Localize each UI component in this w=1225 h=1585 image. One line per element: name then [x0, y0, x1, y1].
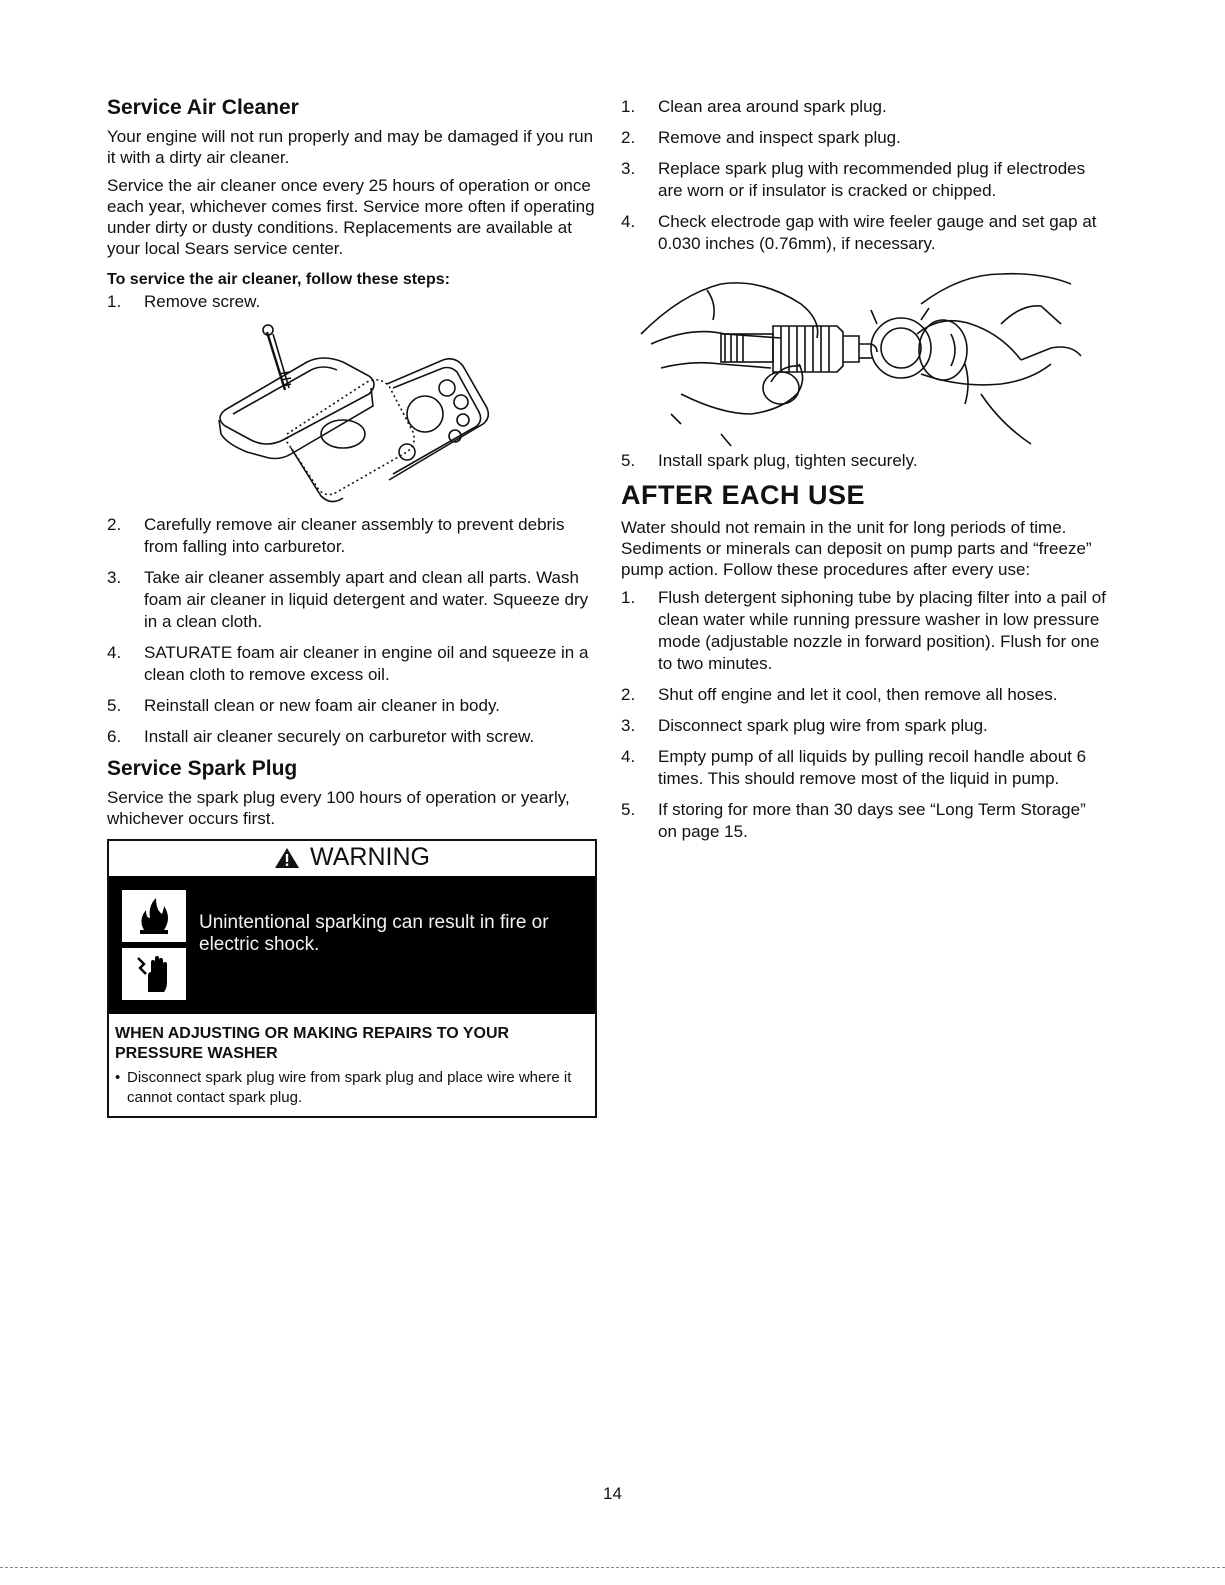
air-cleaner-steps-heading: To service the air cleaner, follow these steps: [107, 271, 450, 289]
electric-shock-icon [122, 948, 186, 1000]
air-cleaner-step-list-first [107, 291, 597, 313]
right-column [621, 96, 1106, 852]
spark-plug-schedule: Service the spark plug every 100 hours of operation or yearly, whichever occurs first. [107, 788, 570, 829]
spark-plug-step-list-final [621, 450, 1106, 472]
air-cleaner-illustration [107, 322, 597, 514]
list-item: 2. Shut off engine and let it cool, then remove all hoses. [621, 684, 1058, 704]
air-cleaner-intro: Your engine will not run properly and may be damaged if you run it with a dirty air cleaner. [107, 127, 594, 168]
after-each-use-step-list [621, 587, 1106, 843]
left-column [107, 96, 597, 1118]
list-item: 1. Clean area around spark plug. [621, 97, 887, 116]
spark-plug-gap-illustration [621, 264, 1106, 450]
hazard-icons [109, 876, 199, 1014]
air-cleaner-schedule: Service the air cleaner once every 25 hours of operation or once each year, whichever comes first. Service more often if operating under dirty or dusty conditions. Replacements are available at your local Sears service center. [107, 176, 595, 259]
warning-message: Unintentional sparking can result in fire or electric shock. [199, 912, 549, 956]
warning-title: WARNING [310, 843, 430, 872]
service-air-cleaner-heading: Service Air Cleaner [107, 96, 299, 119]
list-item: 3. Take air cleaner assembly apart and clean all parts. Wash foam air cleaner in liquid detergent and water. Squeeze dry in a clean cloth. [107, 568, 589, 632]
service-spark-plug-heading: Service Spark Plug [107, 757, 298, 781]
list-item: 3. Replace spark plug with recommended plug if electrodes are worn or if insulator is cracked or chipped. [621, 159, 1086, 200]
warning-triangle-icon [274, 847, 300, 869]
warning-caption: WHEN ADJUSTING OR MAKING REPAIRS TO YOUR PRESSURE WASHER [115, 1025, 510, 1063]
warning-hazard-panel [109, 876, 595, 1014]
warning-header [109, 841, 595, 876]
list-item: 5. If storing for more than 30 days see “Long Term Storage” on page 15. [621, 799, 1086, 841]
after-each-use-intro: Water should not remain in the unit for long periods of time. Sediments or minerals can deposit on pump parts and “freeze” pump action. Follow these procedures after every use: [621, 517, 1092, 579]
air-cleaner-step-list [107, 514, 597, 748]
list-item: 5. Reinstall clean or new foam air cleaner in body. [107, 696, 500, 716]
page-bottom-rule [0, 1567, 1225, 1568]
list-item: 3. Disconnect spark plug wire from spark plug. [621, 715, 988, 735]
fire-hazard-icon [122, 890, 186, 942]
list-item: 4. Empty pump of all liquids by pulling recoil handle about 6 times. This should remove most of the liquid in pump. [621, 746, 1087, 788]
list-item: 2. Remove and inspect spark plug. [621, 128, 901, 147]
list-item: 5. Install spark plug, tighten securely. [621, 451, 918, 470]
list-item: 4. SATURATE foam air cleaner in engine oil and squeeze in a clean cloth to remove excess oil. [107, 643, 589, 685]
after-each-use-heading: AFTER EACH USE [621, 480, 866, 510]
list-item: 2. Carefully remove air cleaner assembly to prevent debris from falling into carburetor. [107, 515, 565, 557]
list-item: 1. Flush detergent siphoning tube by placing filter into a pail of clean water while running pressure washer in low pressure mode (adjustable nozzle in forward position). Flush for one to two minutes. [621, 587, 1106, 673]
spark-plug-step-list [621, 96, 1106, 255]
list-item: 1. Remove screw. [107, 292, 261, 312]
warning-instructions [109, 1014, 595, 1116]
warning-box [107, 839, 597, 1118]
list-item: 4. Check electrode gap with wire feeler gauge and set gap at 0.030 inches (0.76mm), if necessary. [621, 212, 1097, 253]
warning-bullet: • Disconnect spark plug wire from spark plug and place wire where it cannot contact spark plug. [115, 1068, 589, 1108]
list-item: 6. Install air cleaner securely on carburetor with screw. [107, 727, 535, 747]
page-number: 14 [603, 1484, 622, 1503]
